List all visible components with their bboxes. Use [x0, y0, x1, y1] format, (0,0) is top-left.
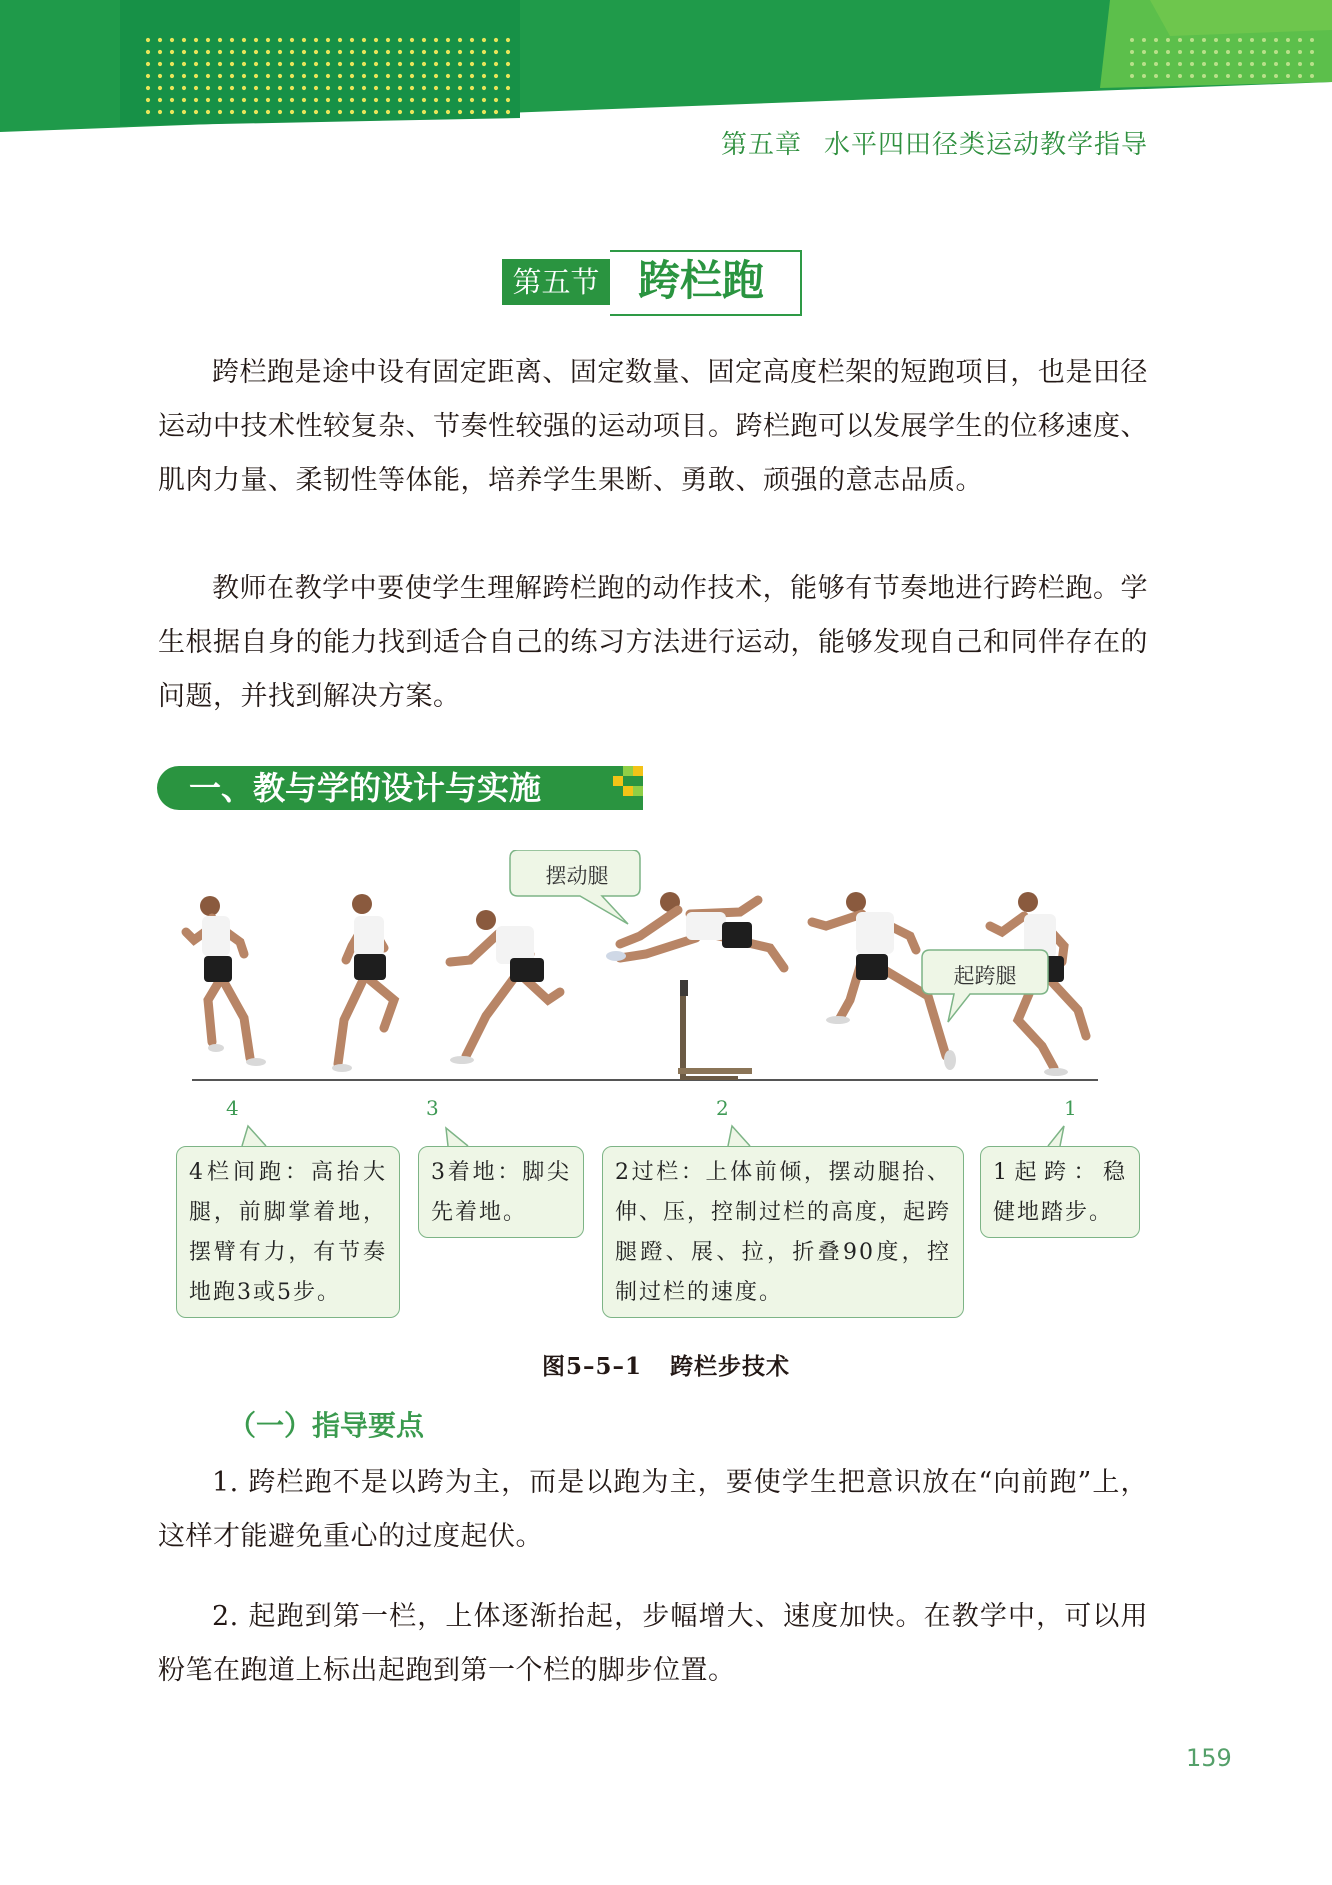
header-banner	[0, 0, 1332, 140]
callout-pointer-4	[242, 1126, 266, 1146]
heading-text: 一、教与学的设计与实施	[189, 769, 542, 807]
callout-step-1: 1起跨：稳健地踏步。	[980, 1146, 1140, 1238]
callout-step-3: 3着地：脚尖先着地。	[418, 1146, 584, 1238]
runner-stage-clearance	[606, 892, 784, 968]
intro-paragraph-2: 教师在教学中要使学生理解跨栏跑的动作技术，能够有节奏地进行跨栏跑。学生根据自身的能力找到适合自己的练习方法进行运动，能够发现自己和同伴存在的问题，并找到解决方案。	[158, 573, 1148, 712]
step-number-2: 2	[716, 1096, 729, 1120]
checker-deco-icon	[613, 756, 647, 802]
caption-number: 图5–5–1	[541, 1353, 642, 1380]
callout-step-4: 4栏间跑：高抬大腿，前脚掌着地，摆臂有力，有节奏地跑3或5步。	[176, 1146, 400, 1318]
step-number-3: 3	[426, 1096, 439, 1120]
section-tag: 第五节	[502, 259, 610, 305]
subheading-guidance: （一）指导要点	[228, 1409, 425, 1442]
runner-stage-4	[186, 896, 266, 1066]
bubble-swing-label: 摆动腿	[545, 864, 609, 888]
step-number-4: 4	[226, 1096, 239, 1120]
section-heading	[502, 250, 802, 314]
chapter-title: 水平四田径类运动教学指导	[823, 130, 1148, 160]
hurdle-icon	[678, 980, 752, 1080]
callout-pointer-3	[446, 1128, 468, 1146]
chapter-number: 第五章	[720, 130, 802, 160]
callout-step-2: 2过栏：上体前倾，摆动腿抬、伸、压，控制过栏的高度，起跨腿蹬、展、拉，折叠90度，控制过栏的速度。	[602, 1146, 964, 1318]
bubble-takeoff-label: 起跨腿	[953, 964, 1017, 988]
chapter-header	[721, 124, 1148, 161]
hurdle-technique-figure	[150, 850, 1150, 1320]
section-title: 跨栏跑	[638, 256, 765, 305]
runner-stage-3	[332, 894, 394, 1072]
runner-stage-landing	[450, 910, 560, 1064]
callout-pointer-1	[1048, 1126, 1064, 1146]
step-number-1: 1	[1064, 1096, 1077, 1120]
page-number: 159	[1186, 1744, 1232, 1772]
caption-text: 跨栏步技术	[670, 1353, 790, 1380]
point-1: 1. 跨栏跑不是以跨为主，而是以跑为主，要使学生把意识放在“向前跑”上，这样才能避免重心的过度起伏。	[158, 1467, 1148, 1552]
heading-design-implementation	[157, 766, 647, 810]
callout-pointer-2	[728, 1126, 750, 1146]
figure-caption	[0, 1348, 1332, 1381]
point-2: 2. 起跑到第一栏，上体逐渐抬起，步幅增大、速度加快。在教学中，可以用粉笔在跑道上标出起跑到第一个栏的脚步位置。	[158, 1601, 1148, 1686]
intro-paragraph-1: 跨栏跑是途中设有固定距离、固定数量、固定高度栏架的短跑项目，也是田径运动中技术性较复杂、节奏性较强的运动项目。跨栏跑可以发展学生的位移速度、肌肉力量、柔韧性等体能，培养学生果断、勇敢、顽强的意志品质。	[158, 357, 1148, 496]
